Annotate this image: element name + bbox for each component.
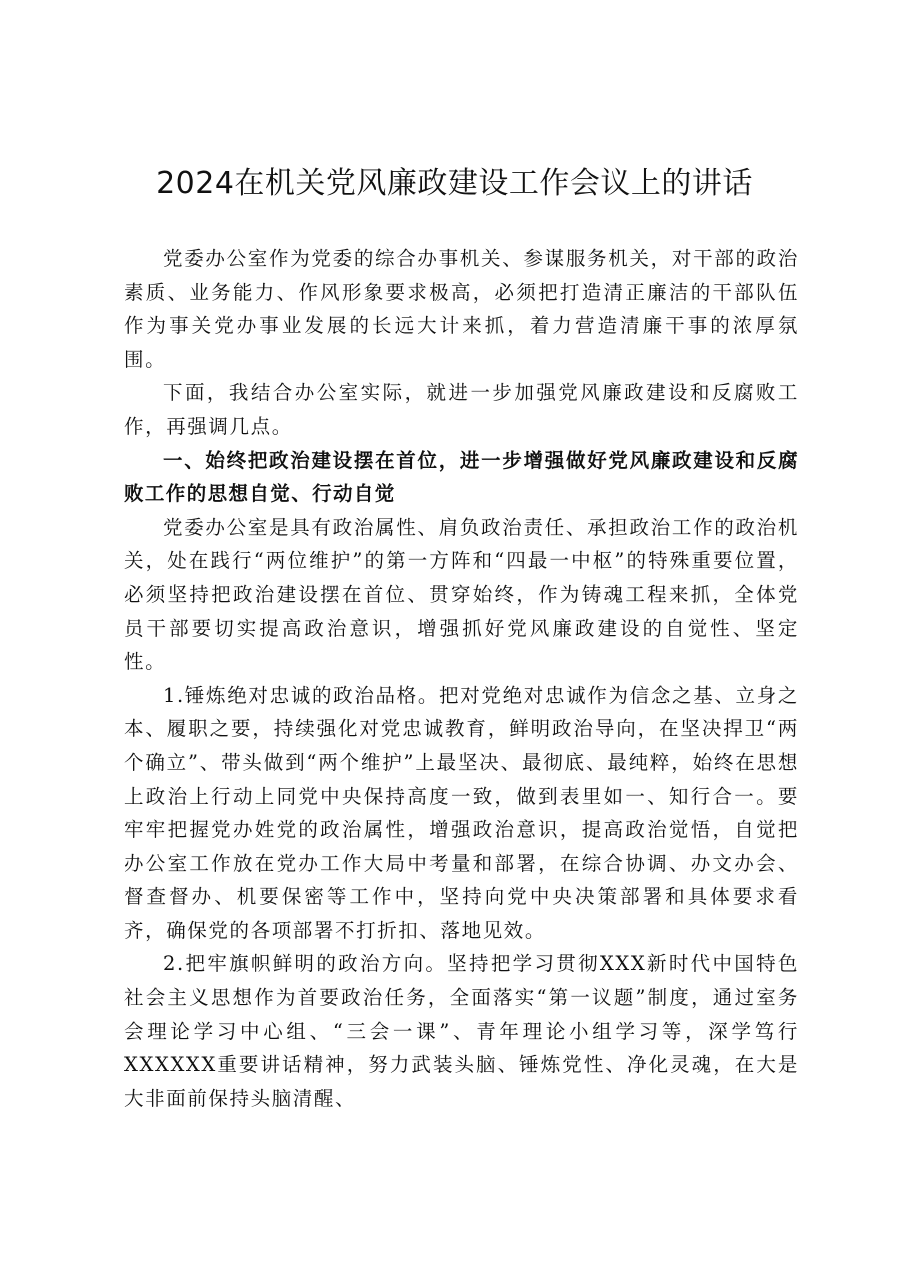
paragraph-item-1: 1.锤炼绝对忠诚的政治品格。把对党绝对忠诚作为信念之基、立身之本、履职之要，持续强化对党忠诚教育，鲜明政治导向，在坚决捍卫“两个确立”、带头做到“两个维护”上最坚决、最彻底、最纯粹，始终在思想上政治上行动上同党中央保持高度一致，做到表里如一、知行合一。要牢牢把握党办姓党的政治属性，增强政治意识，提高政治觉悟，自觉把办公室工作放在党办工作大局中考量和部署，在综合协调、办文办会、督查督办、机要保密等工作中，坚持向党中央决策部署和具体要求看齐，确保党的各项部署不打折扣、落地见效。 [124,683,799,942]
paragraph-outline: 下面，我结合办公室实际，就进一步加强党风廉政建设和反腐败工作，再强调几点。 [124,381,799,438]
paragraph-intro: 党委办公室作为党委的综合办事机关、参谋服务机关，对干部的政治素质、业务能力、作风形象要求极高，必须把打造清正廉洁的干部队伍作为事关党办事业发展的长远大计来抓，着力营造清廉干事的浓厚氛围。 [124,247,799,371]
paragraph-section-1: 党委办公室是具有政治属性、肩负政治责任、承担政治工作的政治机关，处在践行“两位维护”的第一方阵和“四最一中枢”的特殊重要位置，必须坚持把政治建设摆在首位、贯穿始终，作为铸魂工程来抓，全体党员干部要切实提高政治意识，增强抓好党风廉政建设的自觉性、坚定性。 [124,515,799,674]
document-title: 2024在机关党风廉政建设工作会议上的讲话 [156,166,753,201]
document-body [124,242,799,1115]
paragraph-item-2: 2.把牢旗帜鲜明的政治方向。坚持把学习贯彻XXX新时代中国特色社会主义思想作为首要政治任务，全面落实“第一议题”制度，通过室务会理论学习中心组、“三会一课”、青年理论小组学习等，深学笃行XXXXXX重要讲话精神，努力武装头脑、锤炼党性、净化灵魂，在大是大非面前保持头脑清醒、 [124,952,799,1110]
section-heading-1: 一、始终把政治建设摆在首位，进一步增强做好党风廉政建设和反腐败工作的思想自觉、行动自觉 [124,448,799,506]
